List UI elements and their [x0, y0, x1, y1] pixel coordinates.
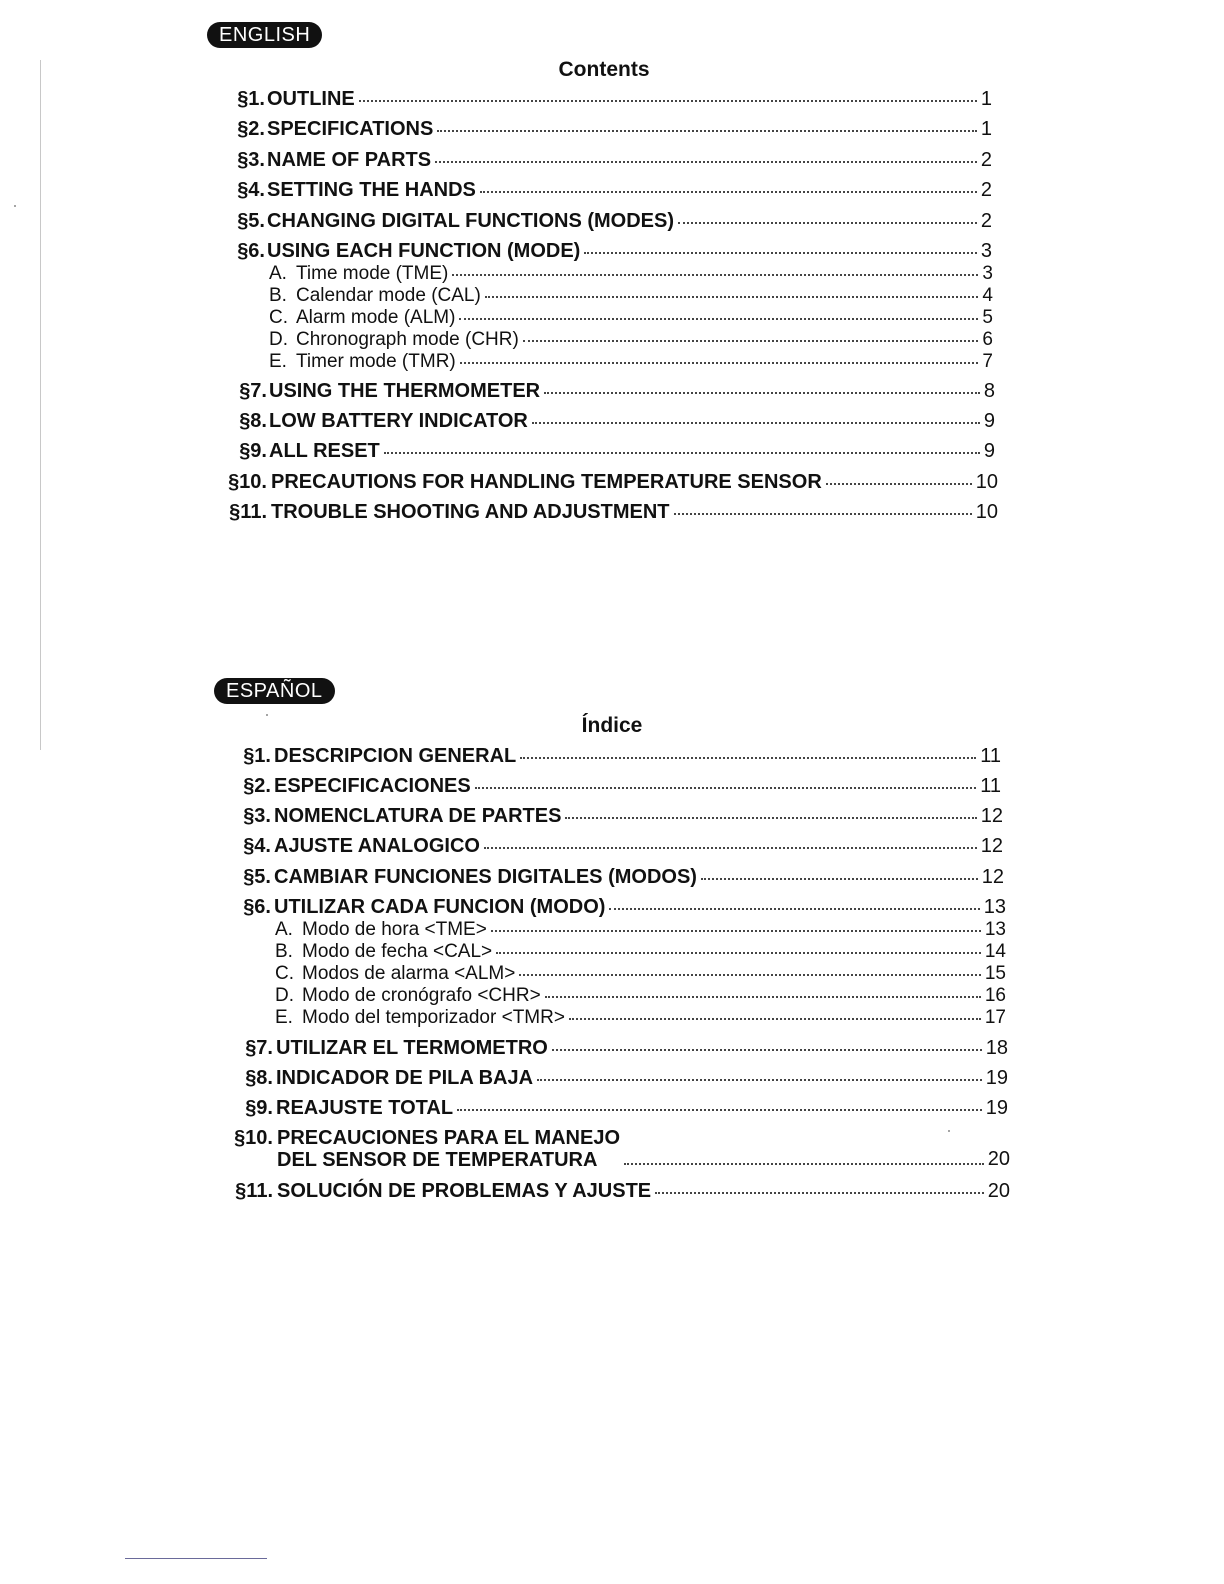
toc-entry-page: 11: [980, 775, 1001, 797]
toc-entry-number: B.: [275, 941, 293, 962]
toc-subentry[interactable]: [269, 263, 993, 285]
toc-entry-label-block: [277, 1127, 620, 1171]
toc-entry[interactable]: [229, 240, 992, 263]
toc-entry[interactable]: [229, 179, 992, 202]
toc-entry-page: 18: [985, 1037, 1008, 1059]
toc-subentry[interactable]: [275, 941, 1006, 963]
toc-entry[interactable]: [235, 775, 1001, 798]
toc-entry-number: B.: [269, 285, 287, 306]
toc-entry-label: Timer mode (TMR): [296, 351, 456, 372]
toc-entry-page: 7: [982, 351, 993, 372]
toc-entry[interactable]: [235, 896, 1006, 919]
toc-entry-page: 1: [980, 118, 992, 140]
toc-entry[interactable]: [229, 118, 992, 141]
toc-entry[interactable]: [229, 1180, 1010, 1203]
scan-speck: [14, 205, 16, 207]
dot-leader: [484, 846, 977, 849]
toc-entry-label: USING EACH FUNCTION (MODE): [267, 240, 581, 262]
dot-leader: [565, 816, 976, 819]
toc-entry-number: A.: [275, 919, 293, 940]
toc-entry-label: CAMBIAR FUNCIONES DIGITALES (MODOS): [274, 866, 697, 888]
toc-entry[interactable]: [219, 471, 998, 494]
toc-entry-label: SPECIFICATIONS: [267, 118, 434, 140]
toc-entry-label: PRECAUCIONES PARA EL MANEJO: [277, 1127, 621, 1149]
dot-leader: [678, 221, 977, 224]
toc-entry-label: AJUSTE ANALOGICO: [274, 835, 480, 857]
toc-entry[interactable]: [237, 1037, 1008, 1060]
toc-subentry[interactable]: [269, 307, 993, 329]
toc-entry-page: 10: [975, 471, 998, 493]
dot-leader: [519, 973, 981, 976]
toc-entry-label: DESCRIPCION GENERAL: [274, 745, 517, 767]
toc-entry-page: 8: [983, 380, 995, 402]
toc-entry-number: §5.: [237, 210, 265, 232]
toc-entry-page: 2: [980, 149, 992, 171]
toc-entry-label: UTILIZAR EL TERMOMETRO: [276, 1037, 548, 1059]
dot-leader: [584, 251, 977, 254]
toc-entry-label: Modo de fecha <CAL>: [302, 941, 493, 962]
dot-leader: [569, 1017, 981, 1020]
toc-entry-label: CHANGING DIGITAL FUNCTIONS (MODES): [267, 210, 675, 232]
toc-entry[interactable]: [235, 805, 1003, 828]
toc-entry-number: §7.: [245, 1037, 273, 1059]
toc-entry-page: 19: [985, 1097, 1008, 1119]
toc-entry-page: 15: [984, 963, 1006, 984]
toc-entry-number: §8.: [245, 1067, 273, 1089]
toc-entry-number: E.: [269, 351, 287, 372]
toc-entry-label: LOW BATTERY INDICATOR: [269, 410, 528, 432]
toc-entry[interactable]: [231, 380, 995, 403]
toc-entry[interactable]: [231, 440, 995, 463]
toc-entry-page: 17: [984, 1007, 1006, 1028]
toc-entry[interactable]: [237, 1097, 1008, 1120]
toc-entry[interactable]: [231, 410, 995, 433]
dot-leader: [384, 451, 980, 454]
toc-entry-number: D.: [275, 985, 294, 1006]
toc-entry-page: 3: [982, 263, 993, 284]
toc-entry-page: 11: [980, 745, 1001, 767]
toc-entry-page: 2: [980, 179, 992, 201]
toc-subentry[interactable]: [269, 285, 993, 307]
toc-entry-page: 12: [980, 805, 1003, 827]
toc-entry-number: A.: [269, 263, 287, 284]
toc-entry-page: 3: [980, 240, 992, 262]
toc-entry-label: Time mode (TME): [296, 263, 449, 284]
dot-leader: [457, 1108, 982, 1111]
dot-leader: [496, 951, 981, 954]
toc-entry-number: C.: [275, 963, 294, 984]
toc-entry-label: NAME OF PARTS: [267, 149, 432, 171]
scan-speck: [266, 714, 268, 716]
toc-subentry[interactable]: [275, 963, 1006, 985]
toc-entry-number: §7.: [239, 380, 267, 402]
toc-entry-label: Calendar mode (CAL): [296, 285, 481, 306]
toc-entry-label: Modo de hora <TME>: [302, 919, 487, 940]
toc-entry-label: ALL RESET: [269, 440, 380, 462]
dot-leader: [459, 317, 978, 320]
english-badge: ENGLISH: [207, 22, 322, 48]
toc-entry-page: 1: [980, 88, 992, 110]
toc-entry-label: PRECAUTIONS FOR HANDLING TEMPERATURE SENSOR: [271, 471, 822, 493]
dot-leader: [624, 1162, 984, 1165]
toc-entry[interactable]: [235, 835, 1003, 858]
toc-entry-page: 6: [982, 329, 993, 350]
toc-entry-number: §3.: [237, 149, 265, 171]
toc-entry-number: §4.: [243, 835, 271, 857]
toc-entry-label: USING THE THERMOMETER: [269, 380, 541, 402]
toc-subentry[interactable]: [275, 1007, 1006, 1029]
toc-entry-number: §5.: [243, 866, 271, 888]
toc-entry-label: Modo del temporizador <TMR>: [302, 1007, 565, 1028]
toc-subentry[interactable]: [269, 351, 993, 373]
toc-entry-page: 4: [982, 285, 993, 306]
toc-entry-label: TROUBLE SHOOTING AND ADJUSTMENT: [271, 501, 670, 523]
toc-entry-number: §2.: [243, 775, 271, 797]
toc-entry-page: 12: [981, 866, 1004, 888]
dot-leader: [532, 421, 980, 424]
toc-entry-number: §4.: [237, 179, 265, 201]
dot-leader: [452, 273, 978, 276]
toc-entry-page: 12: [980, 835, 1003, 857]
toc-entry-number: §10.: [234, 1127, 273, 1149]
toc-entry-page: 9: [983, 440, 995, 462]
toc-entry-page: 19: [985, 1067, 1008, 1089]
toc-entry-number: §10.: [228, 471, 267, 493]
dot-leader: [520, 756, 976, 759]
dot-leader: [655, 1191, 984, 1194]
dot-leader: [826, 482, 972, 485]
toc-entry-number: D.: [269, 329, 288, 350]
dot-leader: [674, 512, 972, 515]
toc-entry-label: Modos de alarma <ALM>: [302, 963, 516, 984]
dot-leader: [523, 339, 979, 342]
dot-leader: [437, 129, 977, 132]
toc-entry-number: §1.: [237, 88, 265, 110]
toc-entry-number: §11.: [235, 1180, 273, 1202]
toc-entry-number: §11.: [229, 501, 267, 523]
toc-entry-page: 16: [984, 985, 1006, 1006]
toc-entry-label: UTILIZAR CADA FUNCION (MODO): [274, 896, 606, 918]
toc-entry-number: §6.: [243, 896, 271, 918]
left-margin-line: [40, 60, 41, 750]
toc-entry[interactable]: [235, 745, 1001, 768]
toc-entry-label: NOMENCLATURA DE PARTES: [274, 805, 562, 827]
toc-entry[interactable]: [229, 210, 992, 233]
toc-entry-number: C.: [269, 307, 288, 328]
toc-entry-page: 5: [982, 307, 993, 328]
toc-entry-number: §6.: [237, 240, 265, 262]
toc-entry-number: E.: [275, 1007, 293, 1028]
toc-entry-page: 20: [987, 1180, 1010, 1202]
dot-leader: [545, 995, 981, 998]
toc-entry-label: INDICADOR DE PILA BAJA: [276, 1067, 534, 1089]
toc-subentry[interactable]: [275, 985, 1006, 1007]
toc-entry[interactable]: [237, 1067, 1008, 1090]
toc-entry-page: 14: [984, 941, 1006, 962]
dot-leader: [609, 907, 979, 910]
toc-entry-label: SETTING THE HANDS: [267, 179, 476, 201]
toc-entry-label: SOLUCIÓN DE PROBLEMAS Y AJUSTE: [277, 1180, 652, 1202]
toc-entry-number: §8.: [239, 410, 267, 432]
toc-entry-label: OUTLINE: [267, 88, 355, 110]
footer-rule: [125, 1558, 267, 1559]
dot-leader: [435, 160, 977, 163]
toc-entry-page: 20: [987, 1148, 1010, 1170]
toc-entry-label: Alarm mode (ALM): [296, 307, 456, 328]
toc-entry-label: Chronograph mode (CHR): [296, 329, 519, 350]
toc-entry-page: 2: [980, 210, 992, 232]
toc-entry-number: §1.: [243, 745, 271, 767]
toc-entry-label: Modo de cronógrafo <CHR>: [302, 985, 541, 1006]
toc-entry[interactable]: [229, 88, 992, 111]
toc-entry-page: 13: [984, 919, 1006, 940]
toc-entry-page: 13: [983, 896, 1006, 918]
toc-subentry[interactable]: [269, 329, 993, 351]
toc-entry[interactable]: [229, 1127, 1010, 1171]
toc-entry-number: §2.: [237, 118, 265, 140]
toc-entry-page: 10: [975, 501, 998, 523]
dot-leader: [480, 190, 977, 193]
dot-leader: [460, 361, 979, 364]
dot-leader: [544, 391, 980, 394]
dot-leader: [491, 929, 981, 932]
indice-heading: Índice: [581, 714, 643, 737]
contents-heading: Contents: [558, 58, 650, 81]
dot-leader: [485, 295, 979, 298]
dot-leader: [537, 1078, 982, 1081]
toc-entry-number: §9.: [239, 440, 267, 462]
toc-entry[interactable]: [219, 501, 998, 524]
toc-entry[interactable]: [229, 149, 992, 172]
toc-entry-page: 9: [983, 410, 995, 432]
toc-entry-number: §3.: [243, 805, 271, 827]
toc-subentry[interactable]: [275, 919, 1006, 941]
toc-entry[interactable]: [235, 866, 1004, 889]
toc-entry-number: §9.: [245, 1097, 273, 1119]
toc-entry-label: ESPECIFICACIONES: [274, 775, 471, 797]
toc-entry-label: REAJUSTE TOTAL: [276, 1097, 454, 1119]
dot-leader: [552, 1048, 982, 1051]
spanish-badge: ESPAÑOL: [214, 678, 335, 704]
toc-entry-label-continued: DEL SENSOR DE TEMPERATURA: [277, 1149, 598, 1171]
dot-leader: [701, 877, 978, 880]
dot-leader: [475, 786, 977, 789]
dot-leader: [359, 99, 977, 102]
